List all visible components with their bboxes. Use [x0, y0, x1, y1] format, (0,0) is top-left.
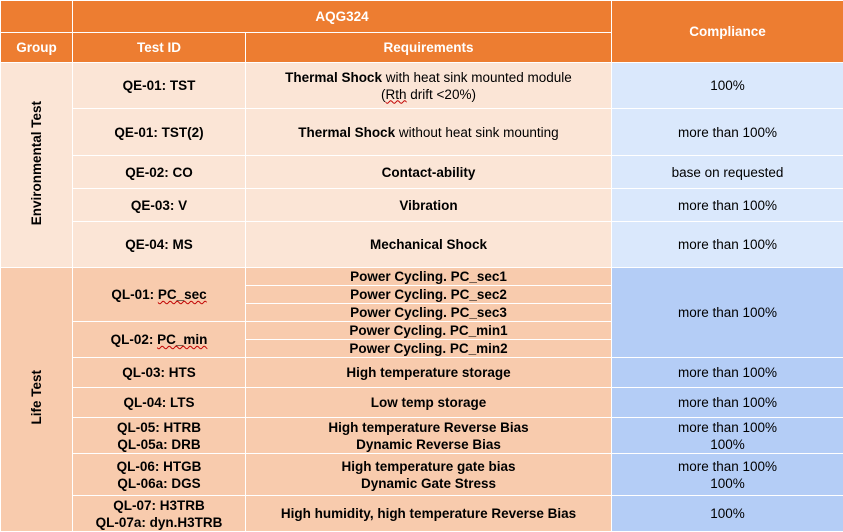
requirement-cell: Power Cycling. PC_min1: [246, 322, 612, 340]
table-row: [1, 189, 843, 222]
table-row: [1, 109, 843, 156]
test-id-cell: QE-01: TST(2): [73, 109, 246, 156]
compliance-cell: [612, 418, 843, 454]
test-id-cell: QE-04: MS: [73, 222, 246, 268]
requirement-line2-underlined: Rth: [385, 86, 407, 102]
compliance-cell: more than 100%: [612, 109, 843, 156]
table-row: [1, 268, 843, 286]
requirement-line2-b: drift <20%): [406, 86, 476, 102]
requirement-bold: Thermal Shock: [285, 69, 382, 85]
table-row: [1, 388, 843, 418]
group-label-environmental: Environmental Test: [29, 100, 44, 226]
test-id-prefix: QL-01:: [111, 287, 158, 302]
requirement-cell: [246, 418, 612, 454]
requirements-header: Requirements: [246, 33, 612, 63]
table-row: [1, 418, 843, 454]
compliance-line2: 100%: [710, 436, 745, 452]
test-id-line2: QL-07a: dyn.H3TRB: [95, 514, 223, 530]
group-header-spacer: [1, 1, 73, 33]
test-id-cell: [73, 268, 246, 322]
requirement-line2: [250, 86, 607, 103]
table-title: AQG324: [73, 1, 612, 33]
table-row: [1, 358, 843, 388]
requirement-cell: [246, 63, 612, 109]
requirement-cell: Power Cycling. PC_sec2: [246, 286, 612, 304]
compliance-cell: more than 100%: [612, 222, 843, 268]
test-id-cell: [73, 454, 246, 496]
compliance-line2: 100%: [710, 475, 745, 491]
test-id-cell: QE-01: TST: [73, 63, 246, 109]
requirement-cell: Power Cycling. PC_min2: [246, 340, 612, 358]
test-id-cell: QE-02: CO: [73, 156, 246, 189]
compliance-cell: more than 100%: [612, 268, 843, 358]
test-id-prefix: QL-02:: [110, 332, 158, 347]
test-id-cell: [73, 418, 246, 454]
requirement-cell: Power Cycling. PC_sec3: [246, 304, 612, 322]
test-id-line1: QL-06: HTGB: [116, 458, 202, 474]
table-row: [1, 63, 843, 109]
requirement-cell: High temperature storage: [246, 358, 612, 388]
test-id-cell: [73, 496, 246, 532]
test-id-line1: QL-07: H3TRB: [113, 497, 205, 513]
requirement-cell: Vibration: [246, 189, 612, 222]
test-id-line2: QL-06a: DGS: [117, 475, 201, 491]
requirement-line1: High temperature gate bias: [341, 458, 516, 474]
test-id-header: Test ID: [73, 33, 246, 63]
compliance-cell: base on requested: [612, 156, 843, 189]
requirement-cell: Power Cycling. PC_sec1: [246, 268, 612, 286]
compliance-cell: more than 100%: [612, 388, 843, 418]
requirement-line2: Dynamic Gate Stress: [360, 475, 497, 491]
compliance-cell: 100%: [612, 496, 843, 532]
test-id-underlined: PC_min: [157, 332, 208, 347]
test-id-underlined: PC_sec: [157, 287, 207, 302]
requirement-bold: Thermal Shock: [298, 124, 396, 140]
requirement-cell: Low temp storage: [246, 388, 612, 418]
table-row: [1, 222, 843, 268]
compliance-header: Compliance: [612, 1, 843, 63]
compliance-cell: 100%: [612, 63, 843, 109]
requirement-cell: Mechanical Shock: [246, 222, 612, 268]
requirement-cell: [246, 454, 612, 496]
compliance-cell: [612, 454, 843, 496]
table-row: [1, 496, 843, 532]
requirement-cell: High humidity, high temperature Reverse Bias: [246, 496, 612, 532]
test-id-cell: QL-03: HTS: [73, 358, 246, 388]
group-header: Group: [1, 33, 73, 63]
test-id-cell: QE-03: V: [73, 189, 246, 222]
compliance-cell: more than 100%: [612, 189, 843, 222]
group-label-life: Life Test: [29, 370, 44, 425]
table-row: [1, 454, 843, 496]
test-id-line1: QL-05: HTRB: [117, 419, 201, 435]
compliance-cell: more than 100%: [612, 358, 843, 388]
compliance-line1: more than 100%: [677, 419, 778, 435]
requirement-cell: Contact-ability: [246, 156, 612, 189]
table-row: [1, 156, 843, 189]
test-id-cell: [73, 322, 246, 358]
group-cell-life: [1, 268, 73, 532]
requirement-line2-a: (: [381, 86, 386, 102]
group-cell-environmental: [1, 63, 73, 268]
test-id-line2: QL-05a: DRB: [117, 436, 201, 452]
test-id-cell: QL-04: LTS: [73, 388, 246, 418]
requirement-text: without heat sink mounting: [395, 124, 559, 140]
requirement-line1: High temperature Reverse Bias: [328, 419, 529, 435]
requirement-cell: [246, 109, 612, 156]
compliance-line1: more than 100%: [677, 458, 778, 474]
requirement-text: with heat sink mounted module: [381, 69, 572, 85]
requirement-line2: Dynamic Reverse Bias: [356, 436, 501, 452]
